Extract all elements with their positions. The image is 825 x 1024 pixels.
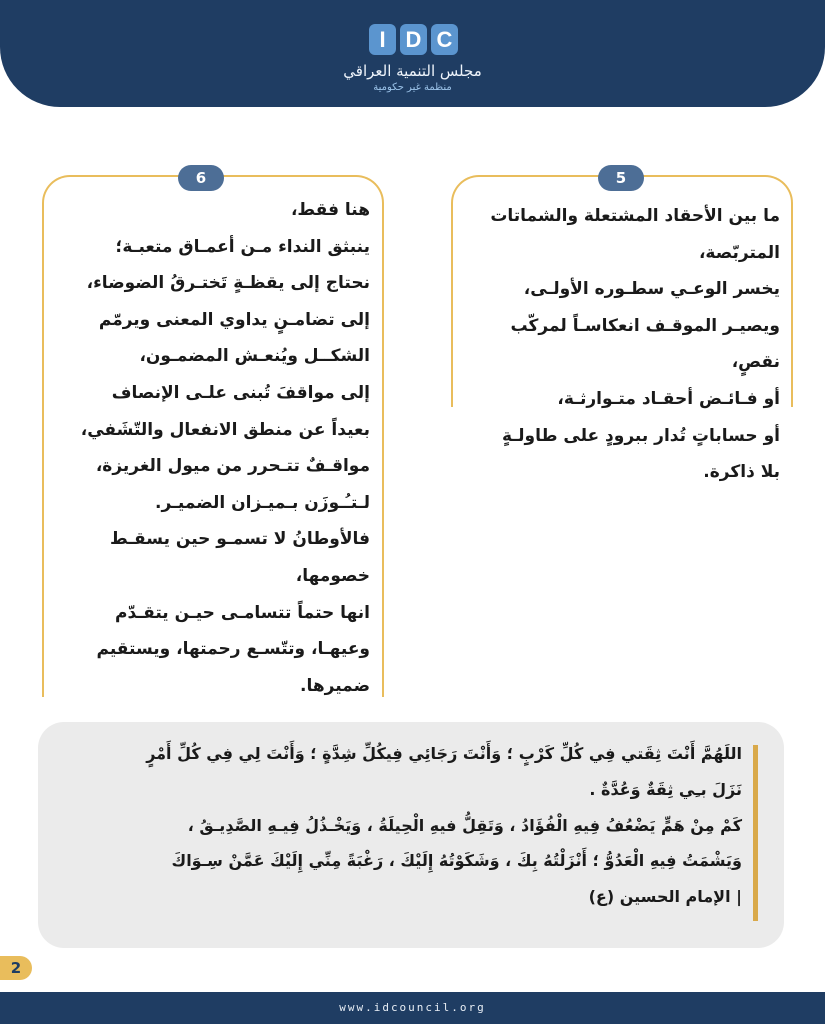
- text-line: انها حتماً تتسامـى حيـن يتقـدّم: [115, 602, 370, 623]
- header-banner: [0, 0, 825, 107]
- text-line: الشكــل ويُنعـش المضمـون،: [139, 346, 370, 367]
- quote-line: كَمْ مِنْ هَمٍّ يَضْعُفُ فِيهِ الْفُؤَادُ ، وَتَقِلُّ فيهِ الْحِيلَةُ ، وَيَخْـذُلُ فِيـهِ الصَّدِيـقُ ،: [187, 815, 742, 835]
- text-line: أو حساباتٍ تُدار ببرودٍ على طاولـةٍ: [502, 425, 780, 446]
- text-line: خصومها،: [295, 565, 370, 586]
- quote-text: [86, 736, 742, 915]
- text-line: ما بين الأحقاد المشتعلة والشماتات: [490, 206, 780, 226]
- text-line: إلى مواقفَ تُبنى علـى الإنصاف: [111, 382, 370, 403]
- text-line: بلا ذاكرة.: [703, 462, 780, 483]
- text-line: لـتـُـوزَن بـميـزان الضميـر.: [155, 492, 370, 513]
- text-line: المتربّصة،: [698, 242, 780, 263]
- text-line: ينبثق النداء مـن أعمـاق متعبـة؛: [115, 236, 370, 257]
- footer-url[interactable]: www.idcouncil.org: [339, 1001, 486, 1014]
- text-line: يخسر الوعـي سطـوره الأولـى،: [523, 279, 780, 300]
- card-text-6: [48, 192, 370, 704]
- quote-line: وَيَشْمَتُ فِيهِ الْعَدُوُّ ؛ أَنْزَلْتُهُ بِكَ ، وَشَكَوْتُهُ إِلَيْكَ ، رَغْبَةً مِنِّي إِلَيْكَ عَمَّنْ سِـوَاكَ: [171, 851, 742, 871]
- logo-letter-i: I: [369, 24, 396, 55]
- quote-line: اللَهُمَّ أَنْتَ ثِقَتي فِي كُلِّ كَرْبٍ ؛ وَأَنْتَ رَجَائِي فِيكُلِّ شِدَّةٍ ؛ وَأَنْتَ لِي فِي كُلِّ أَمْرٍ: [146, 744, 742, 763]
- page-number: 2: [0, 956, 32, 980]
- text-line: ضميرها.: [300, 675, 370, 696]
- text-line: وعيهـا، وتتّسـع رحمتها، ويستقيم: [96, 639, 370, 660]
- quote-line: نَزَلَ بـِي ثِقَةٌ وَعُدَّةٌ .: [589, 779, 742, 799]
- text-line: إلى تضامـنٍ يداوي المعنى ويرمّم: [98, 309, 370, 330]
- card-text-5: [455, 198, 780, 491]
- text-line: فالأوطانُ لا تسمـو حين يسقـط: [110, 529, 370, 550]
- text-line: أو فـائـض أحقـاد متـوارثـة،: [557, 388, 780, 409]
- logo-letter-d: D: [400, 24, 427, 55]
- logo-letter-c: C: [431, 24, 458, 55]
- card-number-5: 5: [598, 165, 644, 191]
- quote-attribution: | الإمام الحسين (ع): [588, 887, 742, 907]
- org-subtitle: منظمة غير حكومية: [373, 82, 452, 93]
- card-number-6: 6: [178, 165, 224, 191]
- quote-accent-bar: [753, 745, 758, 921]
- org-name: مجلس التنمية العراقي: [343, 62, 482, 80]
- text-line: بعيداً عن منطق الانفعال والتّشَفي،: [80, 419, 370, 440]
- text-line: نقصٍ،: [731, 352, 780, 373]
- text-line: مواقـفٌ تتـحرر من ميول الغريزة،: [95, 456, 370, 477]
- text-line: نحتاج إلى يقظـةٍ تَختـرقُ الضوضاء،: [86, 273, 370, 294]
- idc-logo: [369, 24, 458, 55]
- text-line: ويصيـر الموقـف انعكاسـاً لمركّب: [510, 315, 780, 336]
- text-line: هنا فقط،: [290, 200, 370, 220]
- footer-bar: [0, 992, 825, 1024]
